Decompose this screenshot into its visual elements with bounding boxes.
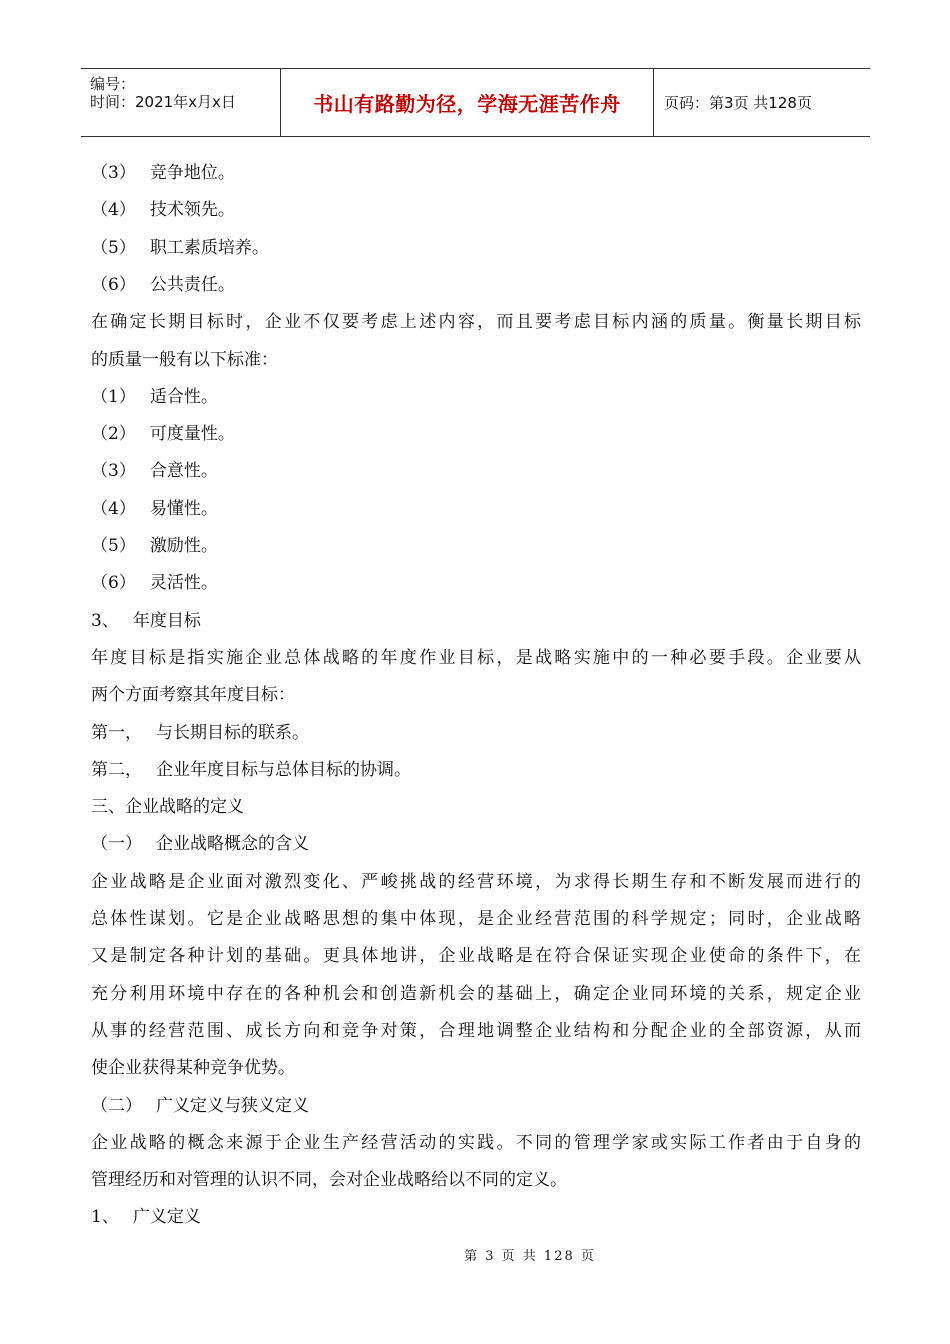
text-line bbox=[91, 832, 309, 856]
page-info: 页码：第3页 共128页 bbox=[664, 94, 812, 112]
line-text: 职工素质培养。 bbox=[149, 237, 269, 258]
line-text: 从事的经营范围、成长方向和竞争对策，合理地调整企业结构和分配企业的全部资源，从而 bbox=[91, 1020, 861, 1041]
line-number: （5） bbox=[91, 536, 136, 556]
text-line bbox=[91, 944, 861, 968]
line-text: 企业战略是企业面对激烈变化、严峻挑战的经营环境，为求得长期生存和不断发展而进行的 bbox=[91, 871, 861, 892]
text-line bbox=[91, 1131, 861, 1155]
text-line bbox=[91, 161, 235, 185]
line-number: 第一， bbox=[91, 722, 142, 743]
text-line bbox=[91, 982, 861, 1006]
id-label: 编号： bbox=[90, 75, 136, 93]
line-text: 合意性。 bbox=[149, 461, 218, 482]
header-right-cell bbox=[654, 69, 870, 136]
time-label: 时间：2021年x月x日 bbox=[90, 93, 236, 111]
text-line bbox=[91, 385, 218, 409]
text-line bbox=[91, 1056, 295, 1080]
line-text: 易懂性。 bbox=[149, 498, 218, 519]
line-number: （6） bbox=[91, 573, 136, 594]
text-line bbox=[91, 907, 861, 931]
line-text: 年度目标 bbox=[132, 610, 201, 631]
line-number: （5） bbox=[91, 237, 136, 258]
text-line bbox=[91, 646, 861, 670]
line-number: （4） bbox=[91, 498, 136, 519]
text-line bbox=[91, 870, 861, 894]
text-line bbox=[91, 459, 218, 483]
line-text: 年度目标是指实施企业总体战略的年度作业目标，是战略实施中的一种必要手段。企业要从 bbox=[91, 647, 861, 668]
line-text: 企业战略的概念来源于企业生产经营活动的实践。不同的管理学家或实际工作者由于自身的 bbox=[91, 1132, 861, 1153]
text-line bbox=[91, 795, 244, 819]
line-text: 广义定义与狭义定义 bbox=[156, 1095, 309, 1116]
line-text: 管理经历和对管理的认识不同，会对企业战略给以不同的定义。 bbox=[91, 1170, 567, 1191]
line-text: 激励性。 bbox=[149, 536, 218, 556]
line-text: 使企业获得某种竞争优势。 bbox=[91, 1058, 295, 1079]
line-number: （1） bbox=[91, 386, 136, 407]
line-text: 又是制定各种计划的基础。更具体地讲，企业战略是在符合保证实现企业使命的条件下，在 bbox=[91, 946, 861, 967]
line-text: 可度量性。 bbox=[149, 424, 235, 445]
line-number: （6） bbox=[91, 274, 136, 295]
line-text: 与长期目标的联系。 bbox=[156, 722, 309, 743]
line-text: 企业战略概念的含义 bbox=[156, 834, 309, 855]
line-text: 充分利用环境中存在的各种机会和创造新机会的基础上，确定企业同环境的关系，规定企业 bbox=[91, 983, 861, 1004]
line-number: 1、 bbox=[91, 1207, 119, 1228]
line-text: 竞争地位。 bbox=[149, 163, 235, 183]
text-line bbox=[91, 1205, 201, 1229]
page-footer: 第 3 页 共 128 页 bbox=[464, 1249, 596, 1264]
line-text: 适合性。 bbox=[149, 386, 218, 407]
text-line bbox=[91, 497, 218, 521]
line-text: 广义定义 bbox=[132, 1207, 201, 1228]
line-number: （3） bbox=[91, 461, 136, 482]
motto: 书山有路勤为径，学海无涯苦作舟 bbox=[313, 92, 621, 116]
text-line bbox=[91, 422, 235, 446]
text-line bbox=[91, 534, 218, 558]
header-left-cell bbox=[81, 69, 281, 136]
text-line bbox=[91, 721, 309, 745]
line-text: 在确定长期目标时，企业不仅要考虑上述内容，而且要考虑目标内涵的质量。衡量长期目标 bbox=[91, 312, 861, 333]
text-line bbox=[91, 683, 295, 707]
line-text: 公共责任。 bbox=[149, 274, 235, 295]
line-text: 两个方面考察其年度目标： bbox=[91, 685, 295, 706]
line-text: 灵活性。 bbox=[149, 573, 218, 594]
line-number: 3、 bbox=[91, 610, 119, 631]
line-number: （4） bbox=[91, 200, 136, 221]
text-line bbox=[91, 198, 235, 222]
text-line bbox=[91, 310, 861, 334]
line-number: （2） bbox=[91, 424, 136, 445]
text-line bbox=[91, 1094, 309, 1118]
header-center-cell bbox=[281, 69, 654, 136]
line-text: 三、企业战略的定义 bbox=[91, 797, 244, 818]
text-line bbox=[91, 609, 201, 633]
line-number: （一） bbox=[91, 834, 142, 855]
text-line bbox=[91, 236, 269, 260]
text-line bbox=[91, 571, 218, 595]
text-line bbox=[91, 1168, 567, 1192]
line-text: 技术领先。 bbox=[149, 200, 235, 221]
line-number: 第二， bbox=[91, 759, 142, 780]
line-text: 企业年度目标与总体目标的协调。 bbox=[156, 759, 411, 780]
line-text: 总体性谋划。它是企业战略思想的集中体现，是企业经营范围的科学规定；同时，企业战略 bbox=[91, 909, 861, 929]
text-line bbox=[91, 1019, 861, 1043]
text-line bbox=[91, 348, 278, 372]
text-line bbox=[91, 758, 411, 782]
line-number: （二） bbox=[91, 1095, 142, 1116]
text-line bbox=[91, 273, 235, 297]
header-table bbox=[81, 68, 870, 137]
line-number: （3） bbox=[91, 163, 136, 183]
line-text: 的质量一般有以下标准： bbox=[91, 349, 278, 370]
